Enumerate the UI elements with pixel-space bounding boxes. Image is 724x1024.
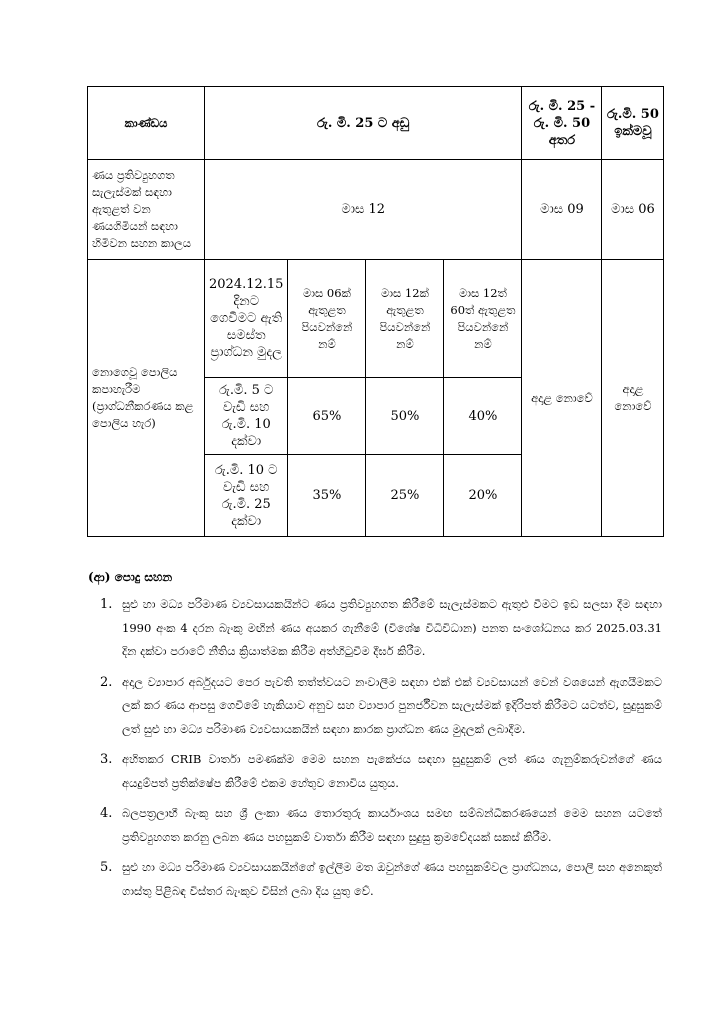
item-text: සුළු හා මධ්‍ය පරිමාණ ව්‍යවසායකයින්ට ණය ප්‍රතිව්‍යුහගත කිරීමේ සැලැස්මකට ඇතුළු වීමට ඉඩ සලසා දීම සඳහා 1990 අංක 4 දරන බැංකු මඟින් ණය අයකර ගැනීමේ (විශේෂ විධිවිධාන) පනත සංශෝධනය කර 2025.03.31 දින දක්වා පරාටේ නීතිය ක්‍රියාත්මක කිරීම අත්හිටුවීම දීර්ඝ කිරීම. [122, 597, 662, 658]
pct-cell: 20% [444, 455, 522, 537]
waiver-25-50m: අදාළ නොවේ [522, 260, 602, 537]
header-under-25m: රු. මි. 25 ට අඩු [205, 87, 522, 160]
item-text: සුළු හා මධ්‍ය පරිමාණ ව්‍යවසායකයින්ගේ ඉල්ලීම මත ඔවුන්ගේ ණය පහසුකම්වල ප්‍රාග්ධනය, පොලී සහ අනෙකුත් ගාස්තු පිළිබඳ විස්තර බැංකුව විසින් ලබා දිය යුතු වේ. [122, 860, 662, 898]
list-item [100, 671, 662, 742]
list-item [100, 802, 662, 849]
waiver-over-50m: අදාළ නොවේ [602, 260, 664, 537]
item-number: 1. [100, 597, 113, 612]
pct-cell: 25% [366, 455, 444, 537]
table-row-interest-waiver-header [88, 260, 664, 378]
header-over-50m: රු.මි. 50 ඉක්මවූ [602, 87, 664, 160]
list-item [100, 856, 662, 903]
pct-cell: 50% [366, 378, 444, 455]
grace-25-50m: මාස 09 [522, 160, 602, 260]
header-category: කාණ්ඩය [88, 87, 205, 160]
section-title: (ආ) පොදු සහන [88, 570, 173, 584]
pct-cell: 65% [288, 378, 366, 455]
pct-cell: 35% [288, 455, 366, 537]
item-number: 5. [100, 860, 113, 875]
row-label-grace-period: ණය ප්‍රතිව්‍යුහගත සැලැස්මක් සඳහා ඇතුළත් වන ණයගිමියන් සඳහා හිමිවන සහන කාලය [88, 160, 205, 260]
grace-over-50m: මාස 06 [602, 160, 664, 260]
subheader-principal: 2024.12.15 දිනට ගෙවීමට ඇති සමස්ත ප්‍රාග්ධන මුදල [205, 260, 288, 378]
subheader-12-months: මාස 12ක් ඇතුළත පියවන්නේ නම් [366, 260, 444, 378]
item-text: අදාල ව්‍යාපාර අර්බුදයට පෙර පැවති තත්ත්වයට නංවාලීම සඳහා එක් එක් ව්‍යවසායන් වෙන් වශයෙන් ඇගයීමකට ලක් කර ණය ආපසු ගෙවීමේ හැකියාව අනුව සහ ව්‍යාපාර පුනර්ජීවන සැලැස්මක් ඉදිරිපත් කිරීමට යටත්ව, සුදුසුකම් ලත් සුළු හා මධ්‍ය පරිමාණ ව්‍යවසායකයින් සඳහා කාරක ප්‍රාග්ධන ණය මුදලක් ලබාදීම. [122, 674, 662, 736]
relief-points-list [100, 593, 662, 910]
list-item [100, 748, 662, 795]
item-text: බලපත්‍රලාභී බැංකු සහ ශ්‍රී ලංකා ණය තොරතුරු කාර්යාංශය සමඟ සම්බන්ධීකරණයෙන් මෙම සහන යටතේ ප්‍රතිව්‍යුහගත කරනු ලබන ණය පහසුකම් වාර්තා කිරීම සඳහා සුදුසු ක්‍රමවේදයක් සකස් කිරීම. [122, 806, 662, 844]
list-item [100, 593, 662, 664]
subheader-6-months: මාස 06ක් ඇතුළත පියවන්නේ නම් [288, 260, 366, 378]
item-number: 4. [100, 806, 113, 821]
grace-under-25m: මාස 12 [205, 160, 522, 260]
subheader-12-60-months: මාස 12ත් 60ත් ඇතුළත පියවන්නේ නම් [444, 260, 522, 378]
relief-table [87, 86, 664, 537]
item-number: 3. [100, 752, 113, 767]
range-10-25m: රු.මි. 10 ට වැඩි සහ රු.මි. 25 දක්වා [205, 455, 288, 537]
item-text: අහිතකර CRIB වාර්තා පමණක්ම මෙම සහන පැකේජය සඳහා සුදුසුකම් ලත් ණය ගැනුම්කරුවන්ගේ ණය අයදුම්පත් ප්‍රතික්ෂේප කිරීමේ එකම හේතුව නොවිය යුතුය. [122, 752, 662, 790]
item-number: 2. [100, 674, 113, 690]
row-label-interest-waiver: නොගෙවූ පොලිය කපාහැරීම (ප්‍රාග්ධනීකරණය කළ පොලිය හැර) [88, 260, 205, 537]
header-25-50m: රු. මි. 25 - රු. මි. 50 අතර [522, 87, 602, 160]
pct-cell: 40% [444, 378, 522, 455]
table-row-grace-period [88, 160, 664, 260]
table-header-row [88, 87, 664, 160]
range-5-10m: රු.මි. 5 ට වැඩි සහ රු.මි. 10 දක්වා [205, 378, 288, 455]
